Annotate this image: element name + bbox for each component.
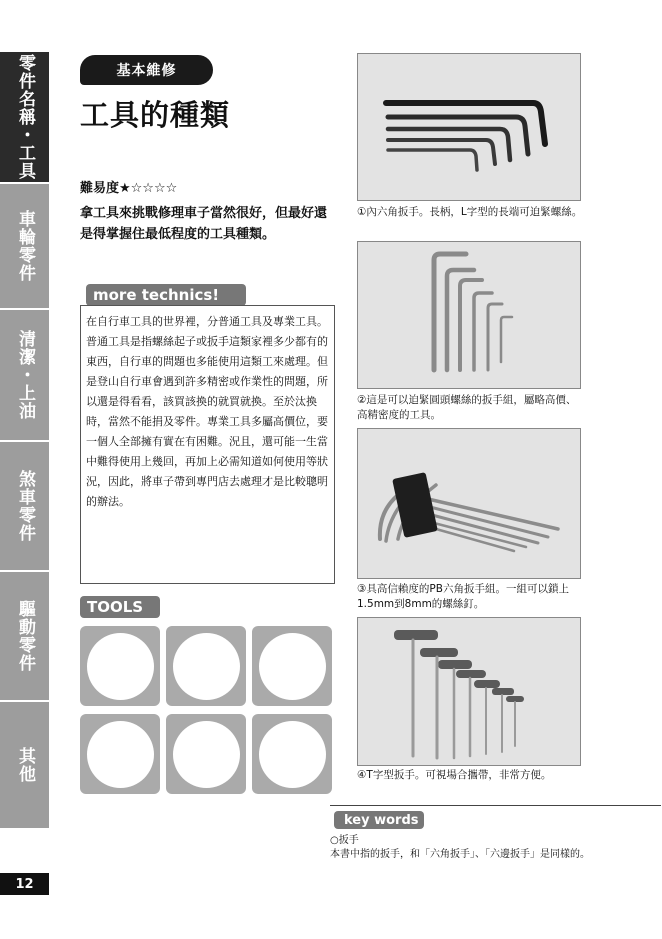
tool-slot [166,626,246,706]
tool-slot [166,714,246,794]
tool-placeholder-circle [259,721,326,788]
hex-key-set-icon [358,54,580,200]
side-tab-label: 清潔・上油 [15,330,35,420]
side-tab-parts-tools[interactable] [0,52,49,182]
side-tab-label: 驅動零件 [15,600,35,672]
tools-heading: TOOLS [80,596,160,618]
tool-placeholder-circle [173,633,240,700]
side-tab-label: 零件名稱・工具 [15,54,35,180]
photo-caption-4: ④T字型扳手。可視場合攜帶，非常方便。 [357,769,552,781]
photo-pb-hex-key-set [357,428,581,579]
more-technics-heading: more technics! [86,284,246,306]
side-tab-wheel-parts[interactable] [0,184,49,308]
intro-text: 拿工具來挑戰修理車子當然很好，但最好還是得掌握住最低程度的工具種類。 [80,206,328,242]
category-badge: 基本維修 [80,55,213,85]
side-tab-label: 其他 [15,747,35,783]
tool-placeholder-circle [173,721,240,788]
side-tab-drive-parts[interactable] [0,572,49,700]
photo-caption-1: ①內六角扳手。長柄，L字型的長端可迫緊螺絲。 [357,206,583,218]
tool-placeholder-circle [259,633,326,700]
page-number: 12 [0,873,49,895]
hex-key-holder-icon [358,429,580,578]
key-words-heading: key words [334,811,424,829]
tool-slot [252,626,332,706]
photo-long-hex-keys [357,53,581,201]
side-tab-label: 煞車零件 [15,470,35,542]
difficulty-rating: 難易度★☆☆☆☆ [80,181,178,196]
side-tab-label: 車輪零件 [15,210,35,282]
t-handle-wrench-icon [358,618,580,765]
photo-t-handle-wrenches [357,617,581,766]
tools-grid [80,626,333,794]
key-word-term: ○扳手 [330,835,359,846]
tool-slot [80,714,160,794]
photo-caption-2: ②這是可以迫緊圓頭螺絲的扳手組，屬略高價、高精密度的工具。 [357,394,577,421]
key-words-divider [330,805,661,806]
photo-caption-3: ③具高信賴度的PB六角扳手組。一組可以鎖上1.5mm到8mm的螺絲釘。 [357,583,569,610]
side-tab-cleaning-oiling[interactable] [0,310,49,440]
tool-placeholder-circle [87,721,154,788]
tool-slot [80,626,160,706]
side-tab-other[interactable] [0,702,49,828]
more-technics-body: 在自行車工具的世界裡，分普通工具及專業工具。普通工具是指螺絲起子或扳手這類家裡多少都有的東西，自行車的問題也多能使用這類工來處理。但是登山自行車會遇到許多精密或作業性的問題，所以還是得看看，該買該換的就買就換。至於汰換時，當然不能捐及零件。專業工具多屬高價位，要一個人全部擁有實在有困難。況且，還可能一生當中難得使用上幾回，再加上必需知道如何使用等狀況，因此，將車子帶到專門店去處理才是比較聰明的辦法。 [86,315,328,508]
tool-slot [252,714,332,794]
page-title: 工具的種類 [80,98,231,132]
photo-ball-end-wrench-set [357,241,581,389]
key-word-definition: 本書中指的扳手，和「六角扳手」、「六邊扳手」是同樣的。 [330,849,590,860]
tool-placeholder-circle [87,633,154,700]
key-words-body [330,834,650,862]
side-tab-brake-parts[interactable] [0,442,49,570]
ball-end-key-set-icon [358,242,580,388]
